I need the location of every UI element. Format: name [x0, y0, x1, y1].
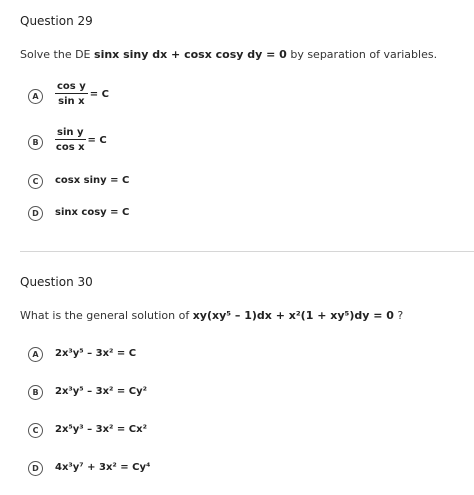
- option-d[interactable]: [20, 457, 474, 479]
- fraction: [55, 81, 88, 107]
- prompt-equation: sinx siny dx + cosx cosy dy = 0: [94, 48, 287, 61]
- equals-c: = C: [87, 134, 107, 146]
- question-30-title: Question 30: [20, 275, 93, 289]
- fraction: [55, 127, 86, 153]
- prompt-text-post: by separation of variables.: [286, 48, 438, 61]
- option-b[interactable]: [20, 124, 474, 160]
- equals-c: = C: [89, 88, 109, 100]
- option-a-answer: 2x³y⁵ – 3x² = C: [55, 348, 137, 359]
- option-a[interactable]: [20, 343, 474, 365]
- option-letter-c: C: [28, 423, 43, 438]
- option-letter-a: A: [28, 89, 43, 104]
- option-letter-a: A: [28, 347, 43, 362]
- option-letter-c: C: [28, 174, 43, 189]
- option-c-answer: 2x⁵y³ – 3x² = Cx²: [55, 424, 147, 435]
- option-letter-d: D: [28, 206, 43, 221]
- option-d[interactable]: [20, 202, 474, 224]
- option-c-answer: cosx siny = C: [55, 175, 130, 186]
- numerator: cos y: [57, 81, 86, 92]
- option-a-answer: [55, 81, 109, 107]
- option-d-answer: 4x³y⁷ + 3x² = Cy⁴: [55, 462, 151, 473]
- option-letter-b: B: [28, 385, 43, 400]
- question-29-prompt: [20, 48, 437, 61]
- prompt-text-pre: What is the general solution of: [20, 309, 193, 322]
- option-b-answer: 2x³y⁵ – 3x² = Cy²: [55, 386, 148, 397]
- option-c[interactable]: [20, 419, 474, 441]
- question-29-title: Question 29: [20, 14, 93, 28]
- numerator: sin y: [57, 127, 84, 138]
- denominator: cos x: [55, 142, 85, 153]
- option-letter-d: D: [28, 461, 43, 476]
- question-divider: [20, 251, 474, 252]
- option-b[interactable]: [20, 381, 474, 403]
- option-d-answer: sinx cosy = C: [55, 207, 130, 218]
- option-letter-b: B: [28, 135, 43, 150]
- option-a[interactable]: [20, 78, 474, 114]
- option-b-answer: [55, 127, 107, 153]
- question-30-prompt: [20, 309, 403, 322]
- prompt-equation: xy(xy⁵ – 1)dx + x²(1 + xy⁵)dy = 0: [192, 309, 394, 322]
- denominator: sin x: [58, 96, 85, 107]
- option-c[interactable]: [20, 170, 474, 192]
- prompt-text-pre: Solve the DE: [20, 48, 95, 61]
- prompt-text-post: ?: [393, 309, 404, 322]
